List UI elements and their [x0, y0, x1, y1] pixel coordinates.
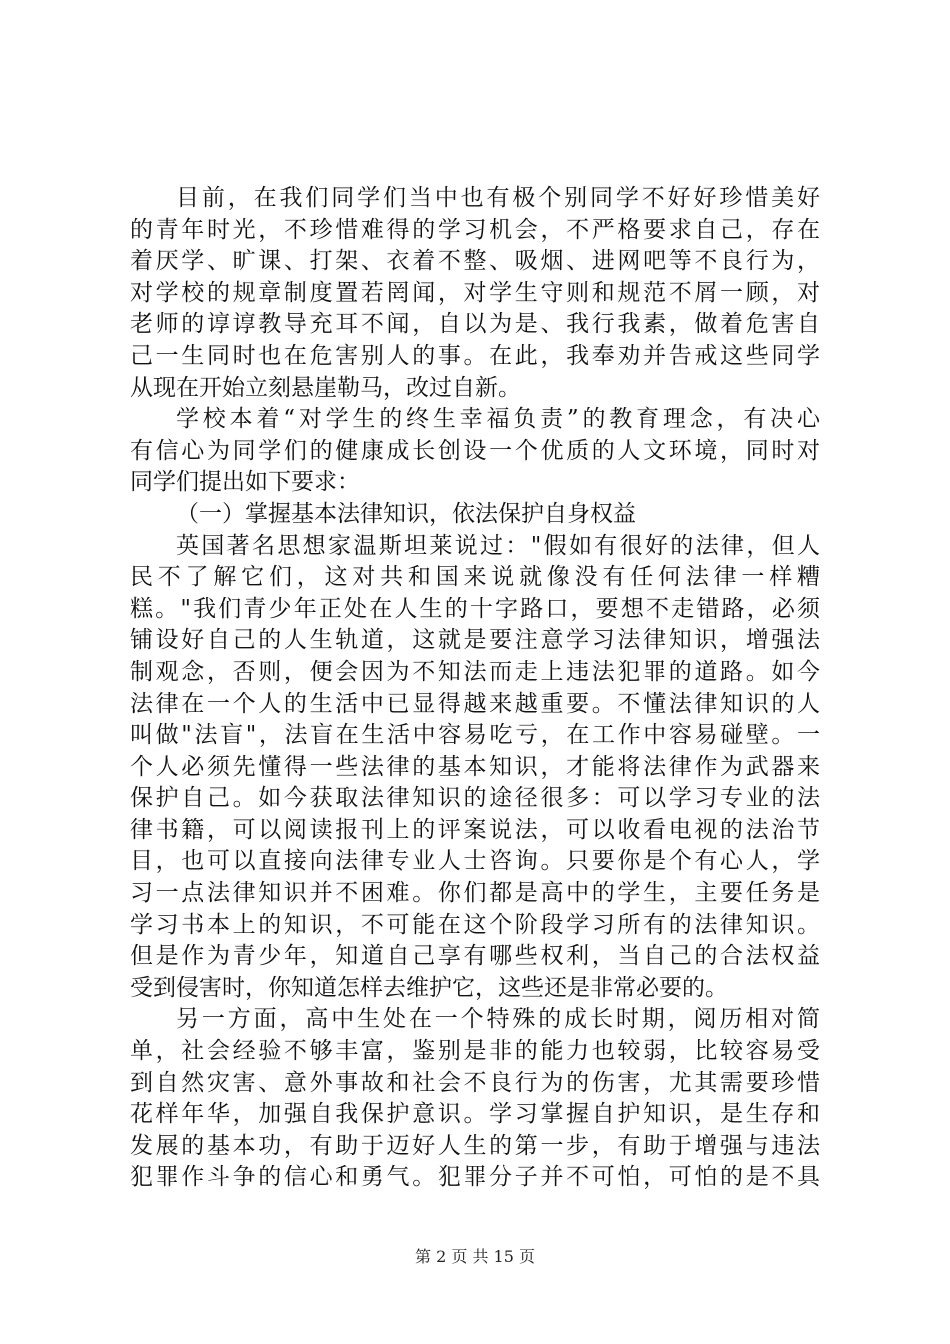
text-line: 铺设好自己的人生轨道，这就是要注意学习法律知识，增强法: [130, 627, 820, 654]
text-line: 老师的谆谆教导充耳不闻，自以为是、我行我素，做着危害自: [130, 311, 820, 338]
text-line: 个人必须先懂得一些法律的基本知识，才能将法律作为武器来: [130, 753, 820, 780]
text-line: 犯罪作斗争的信心和勇气。犯罪分子并不可怕，可怕的是不具: [130, 1164, 820, 1191]
text-line: 花样年华，加强自我保护意识。学习掌握自护知识，是生存和: [130, 1101, 820, 1128]
text-line: 习一点法律知识并不困难。你们都是高中的学生，主要任务是: [130, 880, 820, 907]
document-body: [130, 183, 820, 1194]
text-line: 的青年时光，不珍惜难得的学习机会，不严格要求自己，存在: [130, 216, 820, 243]
text-line: 到自然灾害、意外事故和社会不良行为的伤害，尤其需要珍惜: [130, 1069, 820, 1096]
text-line: 但是作为青少年，知道自己享有哪些权利，当自己的合法权益: [130, 943, 820, 970]
text-line: 另一方面，高中生处在一个特殊的成长时期，阅历相对简: [176, 1006, 820, 1033]
text-line: 同学们提出如下要求：: [130, 469, 360, 496]
text-line: 叫做"法盲"，法盲在生活中容易吃亏，在工作中容易碰壁。一: [130, 722, 820, 749]
text-line: 民不了解它们，这对共和国来说就像没有任何法律一样糟: [130, 564, 820, 591]
section-heading: （一）掌握基本法律知识，依法保护自身权益: [176, 500, 636, 527]
text-line: 糕。"我们青少年正处在人生的十字路口，要想不走错路，必须: [130, 595, 820, 622]
text-line: 从现在开始立刻悬崖勒马，改过自新。: [130, 374, 521, 401]
text-line: 单，社会经验不够丰富，鉴别是非的能力也较弱，比较容易受: [130, 1038, 820, 1065]
text-line: 着厌学、旷课、打架、衣着不整、吸烟、进网吧等不良行为，: [130, 248, 820, 275]
text-line: 有信心为同学们的健康成长创设一个优质的人文环境，同时对: [130, 437, 820, 464]
text-line: 学习书本上的知识，不可能在这个阶段学习所有的法律知识。: [130, 911, 820, 938]
text-line: 制观念，否则，便会因为不知法而走上违法犯罪的道路。如今: [130, 658, 820, 685]
page-footer: 第 2 页 共 15 页: [415, 1247, 535, 1266]
text-line: 发展的基本功，有助于迈好人生的第一步，有助于增强与违法: [130, 1132, 820, 1159]
text-line: 目前，在我们同学们当中也有极个别同学不好好珍惜美好: [176, 185, 820, 211]
text-line: 英国著名思想家温斯坦莱说过："假如有很好的法律，但人: [176, 532, 820, 559]
text-line: 法律在一个人的生活中已显得越来越重要。不懂法律知识的人: [130, 690, 820, 717]
text-line: 对学校的规章制度置若罔闻，对学生守则和规范不屑一顾，对: [130, 279, 820, 306]
text-line: 目，也可以直接向法律专业人士咨询。只要你是个有心人，学: [130, 848, 820, 875]
text-line: 受到侵害时，你知道怎样去维护它，这些还是非常必要的。: [130, 974, 728, 1001]
text-line: 律书籍，可以阅读报刊上的评案说法，可以收看电视的法治节: [130, 816, 820, 843]
text-line: 保护自己。如今获取法律知识的途径很多：可以学习专业的法: [130, 785, 820, 812]
text-line: 己一生同时也在危害别人的事。在此，我奉劝并告戒这些同学: [130, 342, 820, 369]
text-line: 学校本着“对学生的终生幸福负责”的教育理念，有决心: [176, 406, 820, 433]
